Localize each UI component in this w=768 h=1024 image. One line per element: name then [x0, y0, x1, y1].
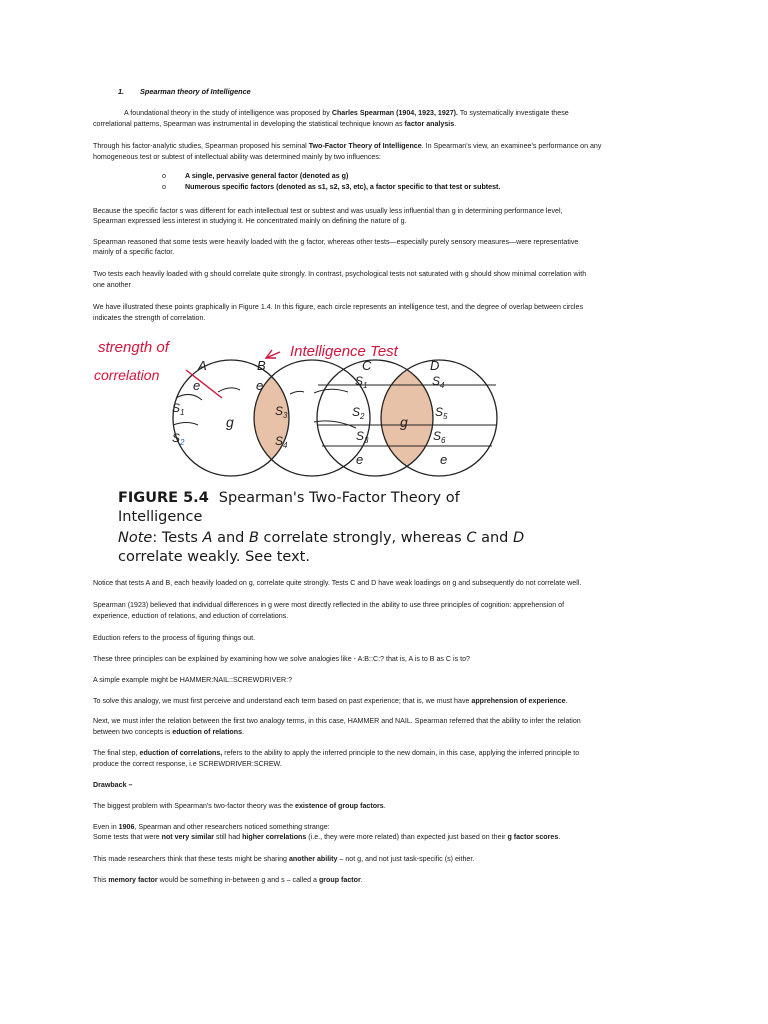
handwritten-correlation: correlation	[94, 367, 160, 383]
text-run: The biggest problem with Spearman's two-factor theory was the	[93, 802, 296, 810]
paragraph-correlations	[93, 748, 579, 759]
paragraph-apprehension	[93, 696, 568, 707]
paragraph-figure-ref-cont: indicates the strength of correlation.	[93, 314, 206, 322]
bullet-item	[162, 172, 348, 180]
text-run: and	[212, 530, 249, 546]
label-s5: $S_5$	[435, 405, 448, 421]
label-c: C	[362, 358, 372, 373]
bold-run: 1906	[118, 823, 135, 831]
label-s3: $S_3$	[275, 404, 288, 420]
label-b: B	[257, 358, 266, 373]
label-a: A	[198, 358, 207, 373]
text-run: . In Spearman's view, an examinee's performance on any	[421, 142, 602, 150]
label-g: g	[226, 414, 234, 430]
bold-run: eduction of relations	[172, 728, 243, 736]
figure-caption	[118, 488, 524, 566]
paragraph-relations: Next, we must infer the relation between the first two analogy terms, in this case, HAMMER and NAIL. Spearman referred that the ability to infer the relation	[93, 717, 581, 725]
bullet-text: A single, pervasive general factor (denoted as g)	[185, 172, 349, 180]
bold-run: not very similar	[161, 833, 215, 841]
paragraph-group-factors	[93, 801, 386, 812]
paragraph-specific-factor-cont: Spearman expressed less interest in studying it. He concentrated mainly on defining the nature of g.	[93, 217, 407, 225]
text-run: still had	[214, 833, 243, 841]
text-run: .	[558, 833, 561, 841]
paragraph-1906	[93, 822, 330, 833]
paragraph-notice: Notice that tests A and B, each heavily loaded on g, correlate quite strongly. Tests C and D have weak loadings on g and subsequently do not correlate well.	[93, 579, 582, 587]
text-run: A	[202, 530, 213, 546]
label-e: e	[256, 378, 264, 393]
label-s3: $S_3$	[356, 429, 369, 445]
annotation-arrow	[186, 370, 222, 398]
text-run: .	[565, 697, 568, 705]
bold-run: eduction of correlations,	[139, 749, 223, 757]
bold-run: memory factor	[108, 876, 158, 884]
paragraph-relations-cont	[93, 727, 244, 738]
section-heading	[118, 87, 251, 96]
text-run: : Tests	[152, 530, 203, 546]
text-run: refers to the ability to apply the inferred principle to the new domain, in this case, applying the inferred principle to	[222, 749, 580, 757]
label-s2: $S_2$	[352, 405, 365, 421]
text-run: Some tests that were	[93, 833, 162, 841]
handwritten-intelligence-test: Intelligence Test	[290, 343, 398, 360]
bullet-mark: o	[162, 183, 166, 191]
label-g: g	[400, 414, 408, 430]
text-run: This	[93, 876, 109, 884]
bullet-text: Numerous specific factors (denoted as s1, s2, s3, etc), a factor specific to that test or subtest.	[185, 183, 501, 191]
label-s6: $S_6$	[433, 429, 446, 445]
paragraph-two-factor	[93, 141, 601, 152]
text-run: correlate strongly, whereas	[258, 530, 467, 546]
handwritten-strength: strength of	[98, 339, 169, 356]
drawback-heading: Drawback –	[93, 781, 133, 789]
text-run: .	[383, 802, 386, 810]
label-s1: $S_1$	[355, 374, 368, 390]
divider-line	[218, 388, 240, 392]
bold-run: g factor scores	[507, 833, 559, 841]
paragraph-memory-factor	[93, 875, 363, 886]
label-e: e	[356, 452, 364, 467]
paragraph-principles-cont: experience, eduction of relations, and eduction of correlations.	[93, 612, 289, 620]
text-run: .	[242, 728, 245, 736]
text-run: To solve this analogy, we must first perceive and understand each term based on past experience; that is, we must have	[93, 697, 472, 705]
divider-line	[290, 391, 304, 394]
paragraph-correlation: Two tests each heavily loaded with g should correlate quite strongly. In contrast, psychological tests not saturated with g should show minimal correlation with	[93, 270, 587, 278]
text-run: The final step,	[93, 749, 140, 757]
text-run: .	[454, 120, 457, 128]
section-title: Spearman theory of Intelligence	[140, 87, 251, 96]
text-run: C	[466, 530, 477, 546]
divider-line	[314, 421, 356, 428]
bold-run: existence of group factors	[295, 802, 384, 810]
text-run: and	[476, 530, 513, 546]
text-run: B	[248, 530, 259, 546]
paragraph-principles: Spearman (1923) believed that individual differences in g were most directly reflected in the ability to use three principles of cognition: apprehension of	[93, 601, 565, 609]
paragraph-analogies: These three principles can be explained by examining how we solve analogies like - A:B::C:? that is, A is to B as C is to?	[93, 655, 470, 663]
paragraph-loadings-cont: mainly of a specific factor.	[93, 248, 175, 256]
caption-note-cont: correlate weakly. See text.	[118, 549, 310, 565]
bullet-item	[162, 183, 500, 191]
paragraph-specific-factor: Because the specific factor s was different for each intellectual test or subtest and was usually less influential than g in determining performance level,	[93, 207, 563, 215]
text-run: Through his factor-analytic studies, Spearman proposed his seminal	[93, 142, 309, 150]
text-run: D	[512, 530, 525, 546]
bold-run: Charles Spearman (1904, 1923, 1927).	[331, 109, 459, 117]
paragraph-figure-ref: We have illustrated these points graphically in Figure 1.4. In this figure, each circle represents an intelligence test, and the degree of overlap between circles	[93, 303, 584, 311]
label-s2: $S_2$	[172, 431, 185, 447]
label-s4: $S_4$	[275, 434, 288, 450]
figure-number: FIGURE 5.4	[118, 490, 209, 506]
bold-run: apprehension of experience	[471, 697, 566, 705]
paragraph-loadings: Spearman reasoned that some tests were heavily loaded with the g factor, whereas other tests—especially purely sensory measures—were representative	[93, 238, 579, 246]
paragraph-correlations-cont: produce the correct response, i.e SCREWDRIVER:SCREW.	[93, 760, 282, 768]
paragraph-eduction: Eduction refers to the process of figuring things out.	[93, 634, 256, 642]
section-number: 1.	[118, 87, 125, 96]
bold-run: higher correlations	[242, 833, 307, 841]
text-run: – not g, and not just task-specific (s) either.	[337, 855, 475, 863]
text-run: would be something in-between g and s – called a	[157, 876, 319, 884]
caption-note	[118, 529, 524, 548]
bold-run: factor analysis	[404, 120, 455, 128]
bullet-mark: o	[162, 172, 166, 180]
paragraph-intro	[124, 108, 569, 119]
paragraph-1906-cont	[93, 832, 560, 843]
label-e: e	[440, 452, 448, 467]
text-run: A foundational theory in the study of intelligence was proposed by	[124, 109, 332, 117]
paragraph-example: A simple example might be HAMMER:NAIL::SCREWDRIVER:?	[93, 676, 293, 684]
caption-title-text: Spearman's Two-Factor Theory of	[218, 490, 460, 506]
label-d: D	[430, 358, 440, 373]
text-run: .	[360, 876, 363, 884]
text-run: Even in	[93, 823, 119, 831]
caption-title	[118, 488, 524, 508]
divider-line	[314, 389, 348, 393]
caption-title-cont: Intelligence	[118, 509, 203, 525]
text-run: This made researchers think that these tests might be sharing	[93, 855, 289, 863]
paragraph-intro-cont	[93, 119, 456, 130]
text-run: To systematically investigate these	[458, 109, 569, 117]
paragraph-correlation-cont: one another	[93, 281, 131, 289]
paragraph-two-factor-cont: homogeneous test or subtest of intellectual ability was determined mainly by two influences:	[93, 153, 381, 161]
two-factor-figure	[90, 330, 530, 490]
text-run: correlational patterns, Spearman was instrumental in developing the statistical technique known as	[93, 120, 405, 128]
label-e: e	[193, 378, 201, 393]
bold-run: group factor	[318, 876, 361, 884]
bold-run: another ability	[288, 855, 338, 863]
divider-line	[173, 423, 198, 426]
text-run: , Spearman and other researchers noticed something strange:	[134, 823, 330, 831]
divider-line	[176, 394, 202, 400]
note-label: Note	[118, 530, 153, 546]
paragraph-another-ability	[93, 854, 474, 865]
label-s1: $S_1$	[172, 401, 185, 417]
bold-run: Two-Factor Theory of Intelligence	[308, 142, 422, 150]
text-run: (i.e., they were more related) than expected just based on their	[306, 833, 508, 841]
label-s4: $S_4$	[432, 374, 445, 390]
text-run: between two concepts is	[93, 728, 173, 736]
